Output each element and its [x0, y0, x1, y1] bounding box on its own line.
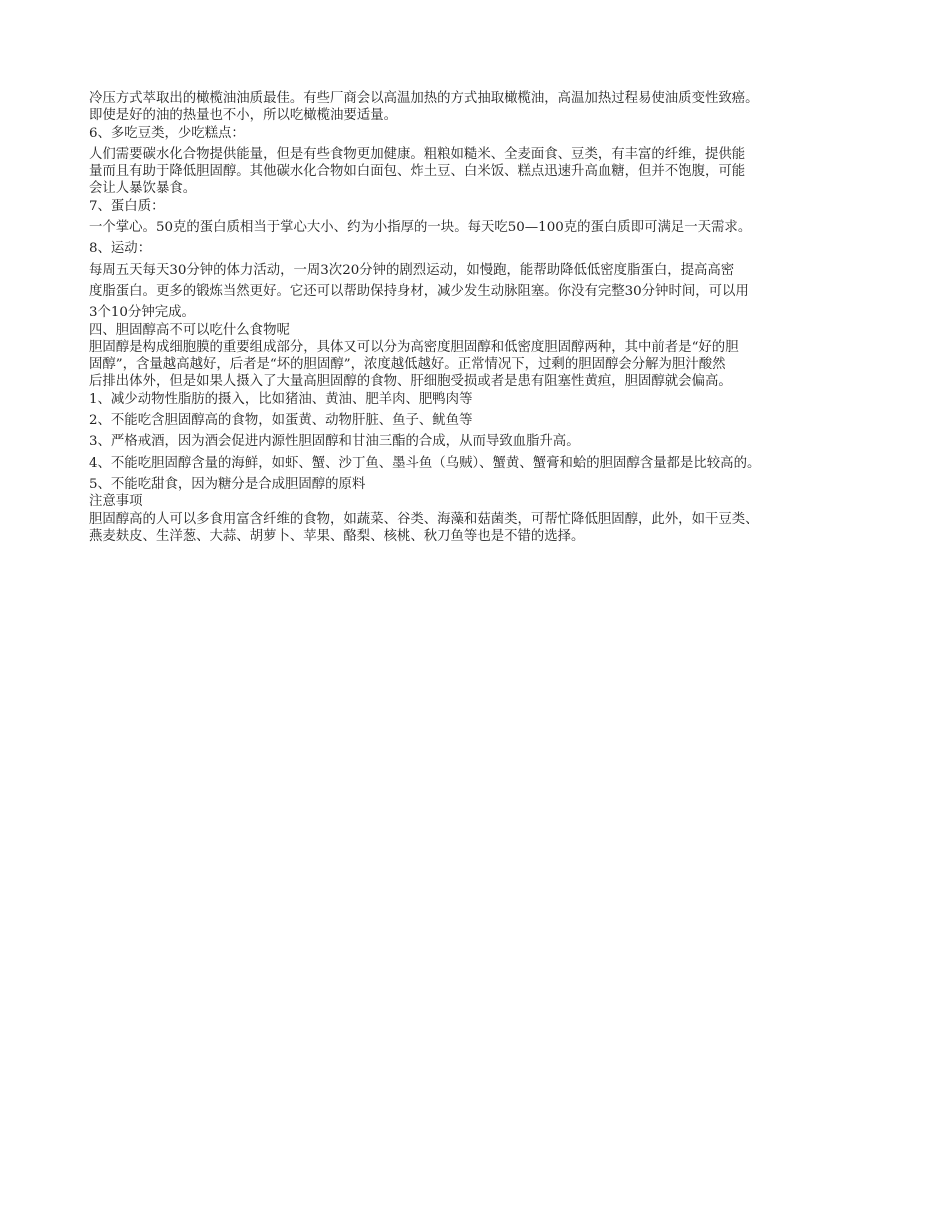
text-line: 人们需要碳水化合物提供能量，但是有些食物更加健康。粗粮如糙米、全麦面食、豆类，有丰富的纤维，提供能 [89, 146, 746, 162]
text-line: 3个10分钟完成。 [89, 305, 195, 321]
section-heading: 四、胆固醇高不可以吃什么食物呢 [89, 322, 290, 338]
text-line: 会让人暴饮暴食。 [89, 181, 197, 197]
text-line: 量而且有助于降低胆固醇。其他碳水化合物如白面包、炸土豆、白米饭、糕点迅速升高血糖，但并不饱腹，可能 [89, 164, 746, 180]
text-line: 冷压方式萃取出的橄榄油油质最佳。有些厂商会以高温加热的方式抽取橄榄油，高温加热过程易使油质变性致癌。 [89, 91, 759, 106]
text-line: 度脂蛋白。更多的锻炼当然更好。它还可以帮助保持身材，减少发生动脉阻塞。你没有完整30分钟时间，可以用 [89, 283, 749, 299]
list-item: 3、严格戒酒，因为酒会促进内源性胆固醇和甘油三酯的合成，从而导致血脂升高。 [89, 434, 580, 450]
section-heading: 注意事项 [89, 494, 143, 510]
section-heading: 6、多吃豆类，少吃糕点： [89, 125, 245, 141]
section-heading: 8、运动： [89, 241, 152, 257]
list-item: 1、减少动物性脂肪的摄入，比如猪油、黄油、肥羊肉、肥鸭肉等 [89, 391, 473, 407]
text-line: 每周五天每天30分钟的体力活动，一周3次20分钟的剧烈运动，如慢跑，能帮助降低低密度脂蛋白，提高高密 [89, 262, 735, 278]
text-line: 胆固醇高的人可以多食用富含纤维的食物，如蔬菜、谷类、海藻和菇菌类，可帮忙降低胆固醇，此外，如干豆类、 [89, 511, 759, 527]
document-body [89, 90, 879, 545]
section-heading: 7、蛋白质： [89, 198, 165, 214]
text-line: 胆固醇是构成细胞膜的重要组成部分，具体又可以分为高密度胆固醇和低密度胆固醇两种，其中前者是“好的胆 [89, 339, 739, 355]
text-line: 即使是好的油的热量也不小，所以吃橄榄油要适量。 [89, 108, 397, 124]
text-line: 后排出体外，但是如果人摄入了大量高胆固醇的食物、肝细胞受损或者是患有阻塞性黄疸，胆固醇就会偏高。 [89, 374, 732, 390]
list-item: 5、不能吃甜食，因为糖分是合成胆固醇的原料 [89, 476, 366, 492]
text-line: 燕麦麸皮、生洋葱、大蒜、胡萝卜、苹果、酪梨、核桃、秋刀鱼等也是不错的选择。 [89, 528, 585, 544]
list-item: 4、不能吃胆固醇含量的海鲜，如虾、蟹、沙丁鱼、墨斗鱼（乌贼）、蟹黄、蟹膏和蛤的胆固醇含量都是比较高的。 [89, 455, 761, 471]
list-item: 2、不能吃含胆固醇高的食物，如蛋黄、动物肝脏、鱼子、鱿鱼等 [89, 413, 473, 429]
text-line: 一个掌心。50克的蛋白质相当于掌心大小、约为小指厚的一块。每天吃50—100克的蛋白质即可满足一天需求。 [89, 220, 752, 236]
text-line: 固醇”，含量越高越好，后者是“坏的胆固醇”，浓度越低越好。正常情况下，过剩的胆固醇会分解为胆汁酸然 [89, 357, 726, 373]
